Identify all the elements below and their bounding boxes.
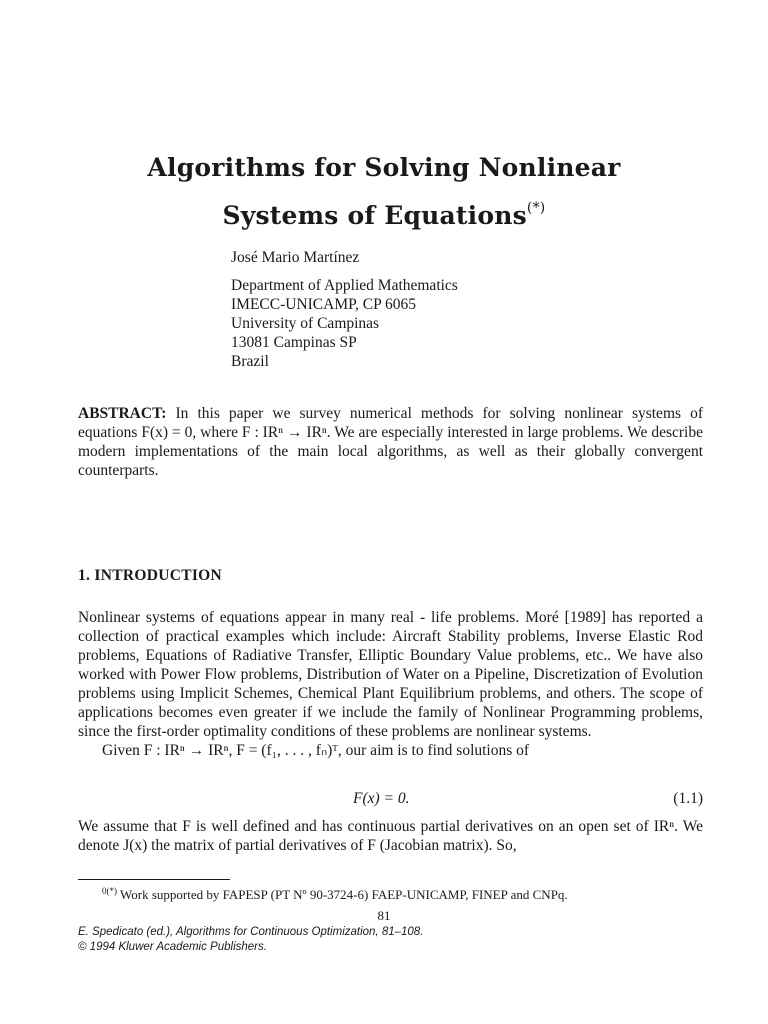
affiliation-line: 13081 Campinas SP: [231, 334, 357, 351]
footnote-rule: [78, 879, 230, 880]
title-line-1: Algorithms for Solving Nonlinear: [147, 153, 621, 182]
page-number: 81: [377, 908, 391, 923]
title-footnote-mark: (*): [526, 200, 546, 216]
section-heading: 1. INTRODUCTION: [78, 567, 223, 584]
title-line-2-text: Systems of Equations: [222, 201, 527, 230]
abstract: [78, 404, 703, 480]
intro-paragraph-1-text: Nonlinear systems of equations appear in many real - life problems. Moré [1989] has reported a collection of practical examples which include: Aircraft Stability problems, Inverse Elastic Rod problems, Equations of Radiative Transfer, Elliptic Boundary Value problems, etc.. We have also worked with Power Flow problems, Distribution of Water on a Pipeline, Discretization of Evolution problems using Implicit Schemes, Chemical Plant Equilibrium problems, and others. The scope of applications becomes even greater if we include the family of Nonlinear Programming problems, since the first-order optimality conditions of these problems are nonlinear systems.: [78, 609, 703, 740]
affiliation-line: Department of Applied Mathematics: [231, 277, 458, 294]
intro-paragraph-3: We assume that F is well defined and has continuous partial derivatives on an open set of IRⁿ. We denote J(x) the matrix of partial derivatives of F (Jacobian matrix). So,: [78, 818, 703, 854]
citation-line-2: © 1994 Kluwer Academic Publishers.: [78, 941, 267, 953]
intro-paragraph-1: [78, 608, 703, 760]
author-block: [231, 248, 458, 371]
citation-line-1: E. Spedicato (ed.), Algorithms for Continuous Optimization, 81–108.: [78, 926, 424, 938]
abstract-label: ABSTRACT:: [78, 405, 167, 422]
title-line-2: [60, 188, 708, 236]
affiliation-line: Brazil: [231, 353, 269, 370]
abstract-text: In this paper we survey numerical methods for solving nonlinear systems of equations F(x) = 0, where F : IRⁿ → IRⁿ. We are especially interested in large problems. We describe modern implementations of the main local algorithms, as well as their globally convergent counterparts.: [78, 405, 703, 479]
affiliation-line: University of Campinas: [231, 315, 380, 332]
equation-body: F(x) = 0.: [353, 790, 410, 807]
equation-number: (1.1): [673, 790, 703, 807]
footnote-text: Work supported by FAPESP (PT Nº 90-3724-6) FAEP-UNICAMP, FINEP and CNPq.: [120, 887, 568, 902]
citation: [78, 925, 423, 955]
affiliation-line: IMECC-UNICAMP, CP 6065: [231, 296, 417, 313]
intro-paragraph-2-text: Given F : IRⁿ → IRⁿ, F = (f₁, . . . , fₙ)ᵀ, our aim is to find solutions of: [102, 742, 530, 759]
footnote: [102, 883, 568, 903]
footnote-mark: 0(*): [102, 886, 117, 896]
paper-title: [60, 148, 708, 236]
author-name: José Mario Martínez: [231, 249, 360, 266]
